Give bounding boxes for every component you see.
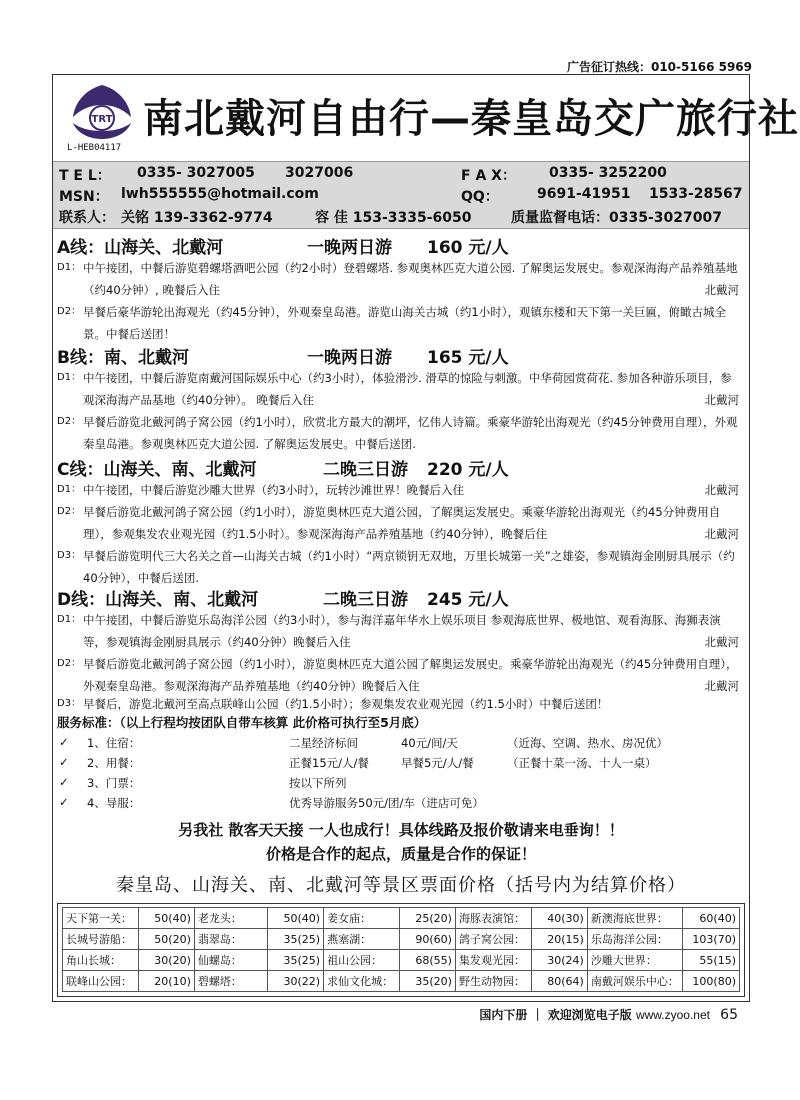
service-item: 3、门票： [87,776,141,790]
page-title: 南北戴河自由行—秦皇岛交广旅行社 [143,96,799,142]
ticket-site-name: 集发观光园： [455,950,531,971]
ticket-title: 秦皇岛、山海关、南、北戴河等景区票面价格（括号内为结算价格） [116,875,686,896]
tel-number-2: 3027006 [285,165,354,181]
day-label: D2： [57,658,82,669]
route-name: C线：山海关、南、北戴河 [57,460,257,480]
route-duration: 二晚三日游 [323,590,408,610]
contact-person-1: 关铭 139-3362-9774 [121,210,273,226]
route-duration: 二晚三日游 [323,460,408,480]
service-extra: 40元/间/天 [401,736,458,750]
route-price: 220 元/人 [427,460,509,480]
route-b-day-1 [57,367,747,411]
ticket-site-price: 50(40) [138,908,194,929]
route-price: 160 元/人 [427,238,509,258]
route-price: 165 元/人 [427,348,509,368]
service-detail: 按以下所列 [289,776,347,790]
ticket-site-price: 55(15) [682,950,739,971]
license-number: L-HEB04117 [67,143,122,153]
footer [479,1006,738,1023]
service-detail: 二星经济标间 [289,736,358,750]
ticket-site-name: 野生动物园： [455,971,531,992]
contact-bar [53,161,749,229]
triangle-logo-icon [67,83,137,141]
ticket-site-price: 25(20) [399,908,455,929]
msn-address: lwh555555@hotmail.com [121,186,319,202]
route-d-day-2 [57,653,747,697]
qq-label: QQ： [461,189,499,205]
ticket-price-box [57,903,745,997]
ticket-site-name: 海豚表演馆： [455,908,531,929]
day-label: D3： [57,550,82,561]
ticket-site-price: 90(60) [399,929,455,950]
ticket-site-price: 68(55) [399,950,455,971]
service-note: （正餐十菜一汤、十人一桌） [507,756,657,770]
logo-text: TRT [91,114,113,125]
ticket-site-name: 翡翠岛： [194,929,267,950]
route-c-day-1 [57,479,747,501]
qq-number-2: 1533-28567 [649,186,743,202]
ticket-site-price: 103(70) [682,929,739,950]
day-label: D1： [57,484,82,495]
ticket-site-name: 姜女庙： [324,908,400,929]
ticket-site-name: 新澳海底世界： [587,908,682,929]
fax-number: 0335- 3252200 [549,165,667,181]
ticket-site-price: 50(40) [267,908,323,929]
msn-label: MSN： [59,189,109,205]
route-a-day-1 [57,257,747,301]
ticket-site-price: 30(20) [138,950,194,971]
day-label: D2： [57,306,82,317]
ticket-site-name: 长城号游船： [63,929,139,950]
ticket-site-price: 20(15) [531,929,587,950]
ticket-site-name: 联峰山公园： [63,971,139,992]
ticket-site-name: 碧螺塔： [194,971,267,992]
day-city: 北戴河 [704,393,739,407]
service-note: （近海、空调、热水、房况优） [507,736,668,750]
ticket-row [63,971,740,992]
day-text: 早餐后游览北戴河鸽子窝公园（约1小时），欣赏北方最大的潮坪，忆伟人诗篇。乘豪华游轮出海观光（约45分钟费用自理），外观秦皇岛港。参观奥林匹克大道公园. 了解奥运发展史。中餐后送团. [83,415,738,451]
ticket-site-name: 燕塞湖： [324,929,400,950]
day-text: 中午接团，中餐后游览乐岛海洋公园（约3小时），参与海洋嘉年华水上娱乐项目 参观海底世界、极地馆、观看海豚、海狮表演等，参观镇海金刚厨具展示（约40分钟）晚餐后入住 [83,613,721,649]
ticket-site-name: 天下第一关： [63,908,139,929]
ticket-row [63,950,740,971]
route-d-day-1 [57,609,747,653]
ticket-site-price: 35(25) [267,929,323,950]
route-name: B线：南、北戴河 [57,348,189,368]
day-text: 早餐后，游览北戴河至高点联峰山公园（约1.5小时）；参观集发农业观光园（约1.5小时）中餐后送团！ [83,697,609,711]
ticket-row [63,929,740,950]
ticket-site-price: 60(40) [682,908,739,929]
day-text: 早餐后游览北戴河鸽子窝公园（约1小时），游览奥林匹克大道公园了解奥运发展史。乘豪华游轮出海观光（约45分钟费用自理），外观秦皇岛港。参观深海海产品养殖基地（约40分钟）晚餐后入住 [83,657,738,693]
check-icon: ✓ [59,735,69,749]
contact-label: 联系人： [59,210,115,226]
ticket-site-name: 南戴河娱乐中心： [587,971,682,992]
day-label: D1： [57,372,82,383]
qq-number-1: 9691-41951 [537,186,631,202]
route-b-day-2 [57,411,747,455]
day-city: 北戴河 [704,635,739,649]
check-icon: ✓ [59,795,69,809]
ticket-site-name: 沙雕大世界： [587,950,682,971]
ticket-site-name: 仙螺岛： [194,950,267,971]
promo-line-2: 价格是合作的起点，质量是合作的保证！ [265,845,536,863]
ticket-site-name: 乐岛海洋公园： [587,929,682,950]
ticket-site-name: 求仙文化城： [324,971,400,992]
page-number: 65 [720,1007,738,1023]
ticket-site-name: 角山长城： [63,950,139,971]
promo-line-1: 另我社 散客天天接 一人也成行！具体线路及报价敬请来电垂询！！ [178,821,624,839]
check-icon: ✓ [59,775,69,789]
route-duration: 一晚两日游 [307,348,392,368]
day-city: 北戴河 [704,679,739,693]
footer-url[interactable]: www.zyoo.net [635,1008,710,1022]
header [53,75,799,161]
service-detail: 优秀导游服务50元/团/车（进店可免） [289,796,484,810]
ticket-site-name: 祖山公园： [324,950,400,971]
service-item: 2、用餐： [87,756,141,770]
ticket-site-price: 20(10) [138,971,194,992]
day-label: D2： [57,416,82,427]
route-d-day-3 [57,693,747,715]
route-name: D线：山海关、南、北戴河 [57,590,259,610]
ticket-site-price: 80(64) [531,971,587,992]
ad-hotline: 广告征订热线：010-5166 5969 [566,60,752,74]
route-duration: 一晚两日游 [307,238,392,258]
service-item: 1、住宿： [87,736,141,750]
day-text: 中午接团，中餐后游览碧螺塔酒吧公园（约2小时）登碧螺塔. 参观奥林匹克大道公园. 了解奥运发展史。参观深海海产品养殖基地（约40分钟）, 晚餐后入住 [83,261,738,297]
service-detail: 正餐15元/人/餐 [289,756,369,770]
route-c-day-2 [57,501,747,545]
ticket-site-price: 35(20) [399,971,455,992]
service-title: 服务标准：（以上行程均按团队自带车核算 此价格可执行至5月底） [57,715,427,730]
service-extra: 早餐5元/人/餐 [401,756,474,770]
route-price: 245 元/人 [427,590,509,610]
supervise-phone: 质量监督电话：0335-3027007 [511,210,722,226]
ticket-site-name: 老龙头： [194,908,267,929]
tel-number-1: 0335- 3027005 [137,165,255,181]
ticket-site-price: 30(24) [531,950,587,971]
day-label: D1： [57,614,82,625]
day-city: 北戴河 [704,527,739,541]
day-label: D2： [57,506,82,517]
footer-section: 国内下册 ｜ 欢迎浏览电子版 [479,1008,632,1022]
day-label: D1： [57,262,82,273]
contact-person-2: 容 佳 153-3335-6050 [315,210,472,226]
route-c-day-3 [57,545,747,589]
day-text: 中午接团，中餐后游览沙雕大世界（约3小时），玩转沙滩世界！晚餐后入住 [83,483,465,497]
day-text: 早餐后游览北戴河鸽子窝公园（约1小时），游览奥林匹克大道公园，了解奥运发展史。乘豪华游轮出海观光（约45分钟费用自理），参观集发农业观光园（约1.5小时）。参观深海海产品养殖基地（约40分钟），晚餐后住 [83,505,721,541]
day-text: 早餐后游览明代三大名关之首—山海关古城（约1小时）“两京锁钥无双地，万里长城第一关”之雄姿，参观镇海金刚厨具展示（约40分钟），中餐后送团. [83,549,735,585]
day-city: 北戴河 [704,483,739,497]
ticket-site-price: 100(80) [682,971,739,992]
route-name: A线：山海关、北戴河 [57,238,224,258]
ticket-site-price: 50(20) [138,929,194,950]
ticket-row [63,908,740,929]
ticket-site-name: 鸽子窝公园： [455,929,531,950]
route-a-day-2 [57,301,747,345]
ticket-site-price: 35(25) [267,950,323,971]
tel-label: T E L： [59,168,111,184]
service-item: 4、导服： [87,796,141,810]
day-text: 早餐后豪华游轮出海观光（约45分钟），外观秦皇岛港。游览山海关古城（约1小时），观镇东楼和天下第一关巨匾，俯瞰古城全景。中餐后送团！ [83,305,726,341]
ticket-site-price: 30(22) [267,971,323,992]
ticket-table [62,907,740,992]
day-label: D3： [57,698,82,709]
check-icon: ✓ [59,755,69,769]
day-text: 中午接团，中餐后游览南戴河国际娱乐中心（约3小时），体验滑沙. 滑草的惊险与刺激。中华荷园赏荷花. 参加各种游乐项目，参观深海海产品基地（约40分钟）。 晚餐后入住 [83,371,732,407]
ticket-site-price: 40(30) [531,908,587,929]
day-city: 北戴河 [704,283,739,297]
page-frame [52,74,799,1002]
fax-label: F A X： [461,168,516,184]
